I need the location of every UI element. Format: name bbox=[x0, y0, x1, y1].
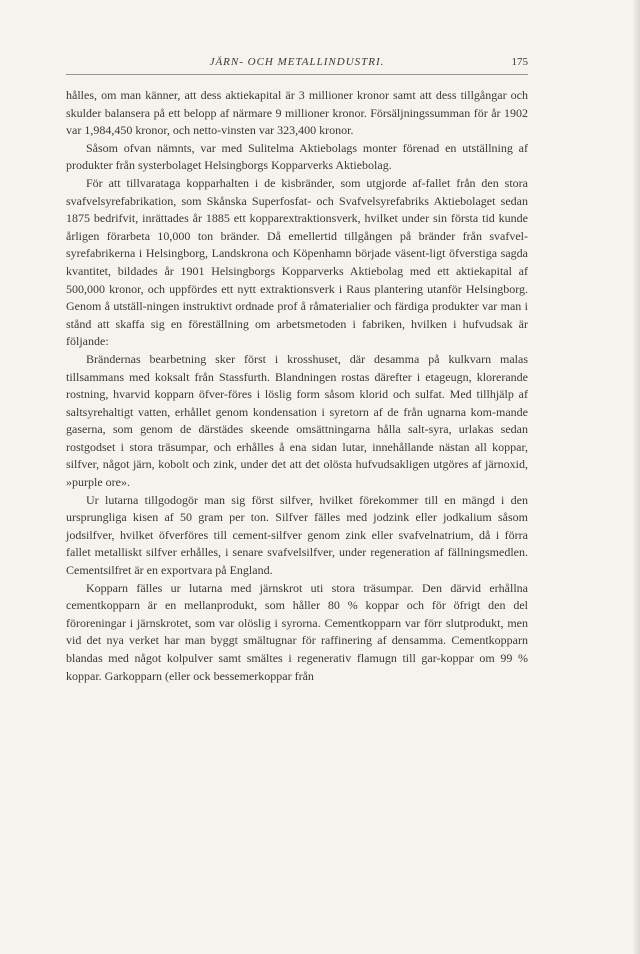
paragraph-silver-recovery: Ur lutarna tillgodogör man sig först silfver, hvilket förekommer till en mängd i den ursprungliga kisen af 50 gram per ton. Silfver fälles med jodzink eller jodkalium såsom jodsilfver, hvilket öfverföres till cement-silfver genom zink eller svafvelnatrium, då i förra fallet metalliskt silfver erhålles, i senare svafvelsilfver, under regeneration af fällningsmedlen. Cementsilfret är en exportvara på England. bbox=[66, 492, 528, 578]
page-edge-shadow bbox=[634, 0, 640, 954]
paragraph-copper-precipitation: Kopparn fälles ur lutarna med järnskrot uti stora träsumpar. Den därvid erhållna cementkopparn är en mellanprodukt, som håller 80 % koppar och för öfrigt den del föroreningar i järnskrotet, som var olöslig i syrorna. Cementkopparn var förr slutprodukt, men vid det nya verket har man byggt smältugnar för raffinering af densamma. Cementkopparn blandas med något kolpulver samt smältes i regenerativ flamugn till gar-koppar om 99 % koppar. Garkopparn (eller ock bessemerkoppar från bbox=[66, 580, 528, 683]
header-rule bbox=[66, 74, 528, 75]
paragraph-continuation: hålles, om man känner, att dess aktiekapital är 3 millioner kronor samt att dess tillgångar och skulder balansera på ett belopp af närmare 9 millioner kronor. Försäljningssumman för år 1902 var 1,984,450 kronor, och netto-vinsten var 323,400 kronor. bbox=[66, 88, 528, 138]
running-title: JÄRN- OCH METALLINDUSTRI. bbox=[209, 56, 385, 68]
paragraph-sulitelma-exhibit: Såsom ofvan nämnts, var med Sulitelma Aktiebolags monter förenad en utställning af produkter från systerbolaget Helsingborgs Kopparverks Aktiebolag. bbox=[66, 140, 528, 173]
body-text bbox=[66, 87, 528, 685]
page-number: 175 bbox=[511, 56, 528, 68]
paragraph-company-history: För att tillvarataga kopparhalten i de kisbränder, som utgjorde af-fallet från den stora svafvelsyrefabrikation, som Skånska Superfosfat- och Svafvelsyrefabriks Aktiebolaget sedan 1875 bedrifvit, inrättades år 1885 ett kopparextraktionsverk, hvilket under sin första tid kunde årligen förarbeta 10,000 ton bränder. Då emellertid tillgången på bränder från svafvel-syrefabrikerna i Helsingborg, Landskrona och Köpenhamn började väsent-ligt öfverstiga sagda kvantitet, bildades år 1901 Helsingborgs Kopparverks Aktiebolag med ett aktiekapital af 500,000 kronor, och uppfördes ett nytt extraktionsverk i Raus plantering utanför Helsingborg. Genom å utställ-ningen instruktivt ordnade prof å råmaterialier och färdiga produkter var man i stånd att skaffa sig en föreställning om arbetsmetoden i fabriken, hvilken i hufvudsak är följande: bbox=[66, 175, 528, 349]
page-header bbox=[66, 56, 528, 70]
paragraph-roasting-process: Brändernas bearbetning sker först i krosshuset, där desamma på kulkvarn malas tillsammans med koksalt från Stassfurth. Blandningen rostas därefter i etageugn, klorerande rostning, hvarvid kopparn öfver-föres i löslig form såsom klorid och sulfat. Med tillhjälp af saltsyrehaltigt vatten, erhållet genom kondensation i syretorn af de från ugnarna kom-mande gaserna, som genom de därstädes skeende omsättningarna hålla salt-syra, urlakas sedan rostgodset i stora träsumpar, och erhålles å ena sidan lutar, innehållande nästan all koppar, silfver, något järn, kobolt och zink, under det att det olösta hufvudsakligen utgöres af järnoxid, »purple ore». bbox=[66, 351, 528, 490]
